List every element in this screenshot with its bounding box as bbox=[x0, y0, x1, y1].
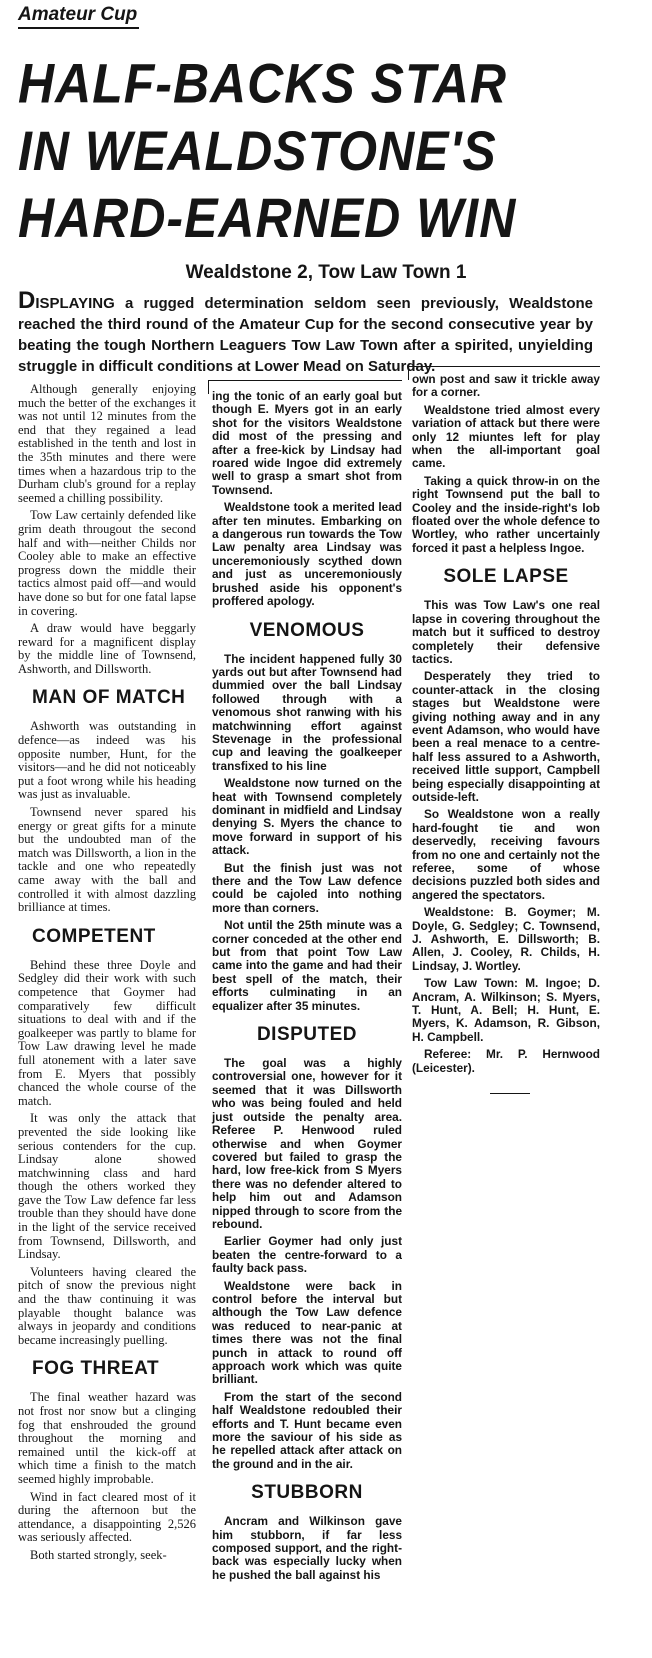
paragraph: Wealdstone tried almost every variation of attack but there were only 12 miuntes left for play when the all-important goal came. bbox=[412, 402, 600, 471]
crosshead: FOG THREAT bbox=[32, 1358, 160, 1380]
paragraph: Behind these three Doyle and Sedgley did their work with such competence that Goymer had comparatively few difficult situations to deal with and if the goalkeeper was partly to blame for Tow Law drawing level he made full atonement with a later save from E. Myers that possibly chanced the whole course of the match. bbox=[18, 957, 196, 1108]
column-2 bbox=[212, 390, 402, 1582]
column-rule bbox=[408, 366, 600, 367]
end-rule bbox=[490, 1093, 530, 1094]
team-players: B. Goymer; M. Doyle, G. Sedgley; C. Townsend, J. Ashworth, E. Dillsworth; B. Allen, J. Cooley, R. Childs, H. Lindsay, J. Wortley. bbox=[412, 905, 600, 973]
crosshead: STUBBORN bbox=[251, 1482, 363, 1504]
team-players: M. Ingoe; D. Ancram, A. Wilkinson; S. Myers, T. Hunt, A. Bell; H. Hunt, E. Myers, K. Adamson, R. Gibson, H. Campbell. bbox=[412, 976, 601, 1044]
paragraph: Ashworth was outstanding in defence—as indeed was his opposite number, Hunt, for the visitors—and he did not noticeably put a foot wrong while his heading was just as invaluable. bbox=[18, 719, 196, 802]
column-1 bbox=[18, 383, 196, 1563]
crosshead: DISPUTED bbox=[256, 1024, 358, 1046]
score-line: Wealdstone 2, Tow Law Town 1 bbox=[185, 262, 467, 283]
paragraph: But the finish just was not there and the Tow Law defence could be cajoled into nothing more than corners. bbox=[212, 860, 402, 915]
paragraph: The goal was a highly controversial one, however for it seemed that it was Dillsworth who was being fouled and held just outside the penalty area. Referee P. Henwood ruled otherwise and when Goymer covered but failed to grasp the hard, low free-kick from S Myers there was no defender altered to help him out and Adamson nipped through to score from the rebound. bbox=[212, 1056, 402, 1231]
paragraph: This was Tow Law's one real lapse in covering throughout the match but it sufficed to destroy completely their defensive tactics. bbox=[412, 598, 600, 666]
paragraph: So Wealdstone won a really hard-fought tie and won deservedly, receiving favours from no one and certainly not the referee, some of whose decisions puzzled both sides and angered the spectators. bbox=[412, 807, 600, 902]
paragraph: Ancram and Wilkinson gave him stubborn, if far less composed support, and the right-back was especially lucky when he pushed the ball against his bbox=[212, 1514, 402, 1582]
section-label: Amateur Cup bbox=[18, 4, 139, 29]
headline-line-1: HALF-BACKS STAR bbox=[18, 52, 508, 115]
referee-line: Referee: Mr. P. Hernwood (Leicester). bbox=[412, 1047, 600, 1075]
crosshead: VENOMOUS bbox=[249, 619, 365, 641]
paragraph: own post and saw it trickle away for a corner. bbox=[412, 372, 600, 400]
paragraph: The final weather hazard was not frost nor snow but a clinging fog that enshrouded the ground throughout the morning and remained until the kick-off at which time a finish to the match seemed highly improbable. bbox=[18, 1390, 196, 1486]
column-rule bbox=[408, 366, 409, 380]
paragraph: Although generally enjoying much the better of the exchanges it was not until 12 minutes from the end that they regained a lead established in the tenth and lost in the 35th minutes and there were times when a hazardous trip to the Durham club's ground for a replay seemed a chilling possibility. bbox=[18, 382, 196, 505]
crosshead: COMPETENT bbox=[32, 925, 156, 947]
column-rule bbox=[208, 380, 402, 381]
paragraph: Volunteers having cleared the pitch of snow the previous night and the thaw continuing it was playable thought balance was always in jeopardy and conditions became increasingly puelling. bbox=[18, 1264, 196, 1347]
paragraph: From the start of the second half Wealdstone redoubled their efforts and T. Hunt became even more the saviour of his side as he repelled attack after attack on the ground and in the air. bbox=[212, 1389, 402, 1471]
intro-paragraph bbox=[18, 287, 593, 377]
paragraph: Wind in fact cleared most of it during the afternoon but the attendance, a disappointing 2,526 was seriously affected. bbox=[18, 1489, 196, 1545]
team-line-wealdstone bbox=[412, 906, 600, 973]
paragraph: A draw would have beggarly reward for a magnificent display by the middle line of Townsend, Ashworth, and Dillsworth. bbox=[18, 621, 196, 676]
paragraph: Wealdstone took a merited lead after ten minutes. Embarking on a dangerous run towards the Tow Law penalty area Lindsay was unceremoniously scythed down and just as unceremoniously brushed aside his opponent's proffered apology. bbox=[212, 500, 402, 609]
intro-text: ISPLAYING a rugged determination seldom seen previously, Wealdstone reached the third round of the Amateur Cup for the second consecutive year by beating the tough Northern Leaguers Tow Law Town after a spirited, unyielding struggle in difficult conditions at Lower Mead on Saturday. bbox=[18, 295, 593, 375]
paragraph: Not until the 25th minute was a corner conceded at the other end but from that point Tow Law came into the game and had their best spell of the match, their efforts culminating in an equalizer after 35 minutes. bbox=[212, 918, 402, 1013]
crosshead: SOLE LAPSE bbox=[443, 566, 569, 588]
team-line-tow-law bbox=[412, 977, 600, 1044]
team-label: Wealdstone: bbox=[424, 905, 494, 920]
team-label: Tow Law Town: bbox=[424, 976, 518, 991]
paragraph: The incident happened fully 30 yards out but after Townsend had dummied over the ball Lindsay followed through with a venomous shot ranwing with his matchwinning effort against Stevenage in the professional cup and leaving the goalkeeper transfixed to his line bbox=[212, 651, 402, 773]
headline-line-3: HARD-EARNED WIN bbox=[18, 186, 517, 250]
paragraph: It was only the attack that prevented the side looking like serious contenders for the cup. Lindsay alone showed matchwinning class and hard though the others worked they gave the Tow Law defence far less trouble than they should have done in the light of the service received from Townsend, Dillsworth, and Lindsay. bbox=[18, 1111, 196, 1262]
crosshead: MAN OF MATCH bbox=[32, 687, 186, 709]
column-rule bbox=[208, 380, 209, 394]
paragraph: Townsend never spared his energy or great gifts for a minute but the undoubted man of the match was Dillsworth, a lion in the tackle and one who repeatedly came away with the ball and controlled it with almost dazzling brilliance at times. bbox=[18, 805, 196, 915]
paragraph: Desperately they tried to counter-attack in the closing stages but Wealdstone were giving nothing away and in any event Adamson, who would have been a real menace to a centre-half less assured to a Ashworth, received little support, Campbell being especially disappointing at outside-left. bbox=[412, 669, 600, 804]
paragraph: Wealdstone now turned on the heat with Townsend completely dominant in midfield and Lindsay denying S. Myers the chance to move forward in support of his attack. bbox=[212, 776, 402, 858]
dropcap: D bbox=[18, 287, 36, 314]
paragraph: Wealdstone were back in control before the interval but although the Tow Law defence was reduced to near-panic at times there was not the final punch in attack to round off approach work which was quite brilliant. bbox=[212, 1278, 402, 1387]
paragraph: Both started strongly, seek- bbox=[30, 1547, 167, 1562]
headline bbox=[18, 50, 618, 252]
paragraph: ing the tonic of an early goal but though E. Myers got in an early shot for the visitors Wealdstone did most of the pressing and after a free-kick by Lindsay had roared wide Ingoe did extremely well to grasp a smart shot from Townsend. bbox=[212, 389, 402, 497]
column-3 bbox=[412, 373, 600, 1094]
paragraph: Tow Law certainly defended like grim death througout the second half and with—neither Childs nor Cooley able to make an effective progress down the middle their tactics almost paid off—and would have done so but for one fatal lapse in covering. bbox=[18, 508, 196, 618]
paragraph: Earlier Goymer had only just beaten the centre-forward to a faulty back pass. bbox=[212, 1234, 402, 1276]
headline-line-2: IN WEALDSTONE'S bbox=[18, 119, 497, 183]
paragraph: Taking a quick throw-in on the right Townsend put the ball to Cooley and the inside-right's lob floated over the whole defence to Wortley, who rather uncertainly forced it past a helpless Ingoe. bbox=[412, 473, 600, 555]
